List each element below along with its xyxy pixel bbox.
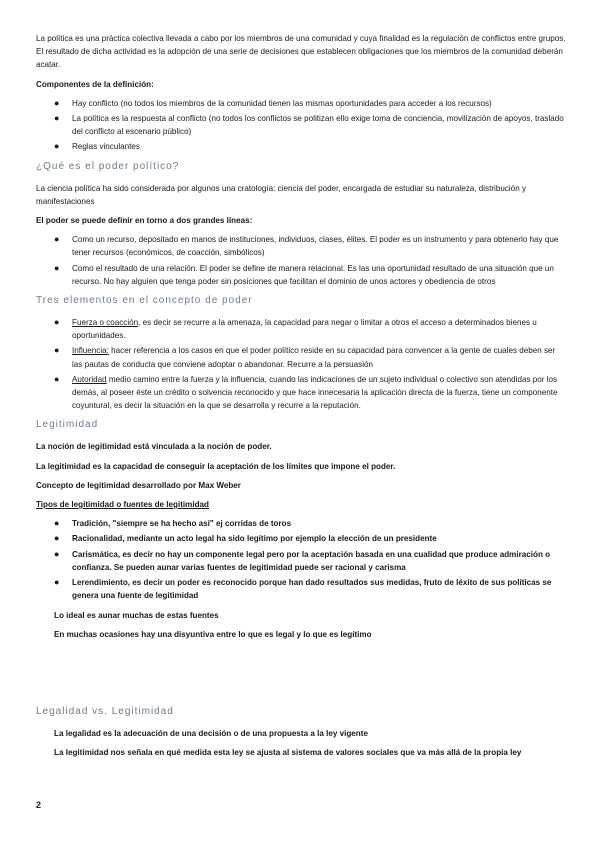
bullet-icon: ●	[54, 373, 60, 384]
section-heading-tres-elementos: Tres elementos en el concepto de poder	[36, 295, 253, 307]
list-item: ● Como el resultado de una relación. El poder se define de manera relacional. Es las una oportunidad resultado de una situación que un recurso. No hay alguien que tenga poder sin posiciones que facilitan el dominio de unos actores y obediencia de otros	[54, 262, 554, 286]
bullet-icon: ●	[54, 533, 60, 544]
list-item: ● Carismática, es decir no hay un componente legal pero por la aceptación basada en una cualidad que produce admiración o confianza. Se pueden aunar varias fuentes de legitimidad puede ser racional y carisma	[54, 548, 551, 572]
list-item: ● Como un recurso, depositado en manos de instituciones, individuos, clases, élites. El poder es un instrumento y para obtenerlo hay que tener recursos (económicos, de coacción, simbólicos)	[54, 234, 559, 258]
section-heading-legalidad: Legalidad vs. Legitimidad	[36, 705, 174, 717]
list-item: ● Racionalidad, mediante un acto legal ha sido legítimo por ejemplo la elección de un presidente	[36, 532, 566, 545]
section-heading-legitimidad: Legitimidad	[36, 419, 99, 431]
list-item: ● Reglas vinculantes	[36, 140, 566, 153]
bullet-icon: ●	[54, 234, 60, 245]
componentes-list	[36, 97, 566, 154]
componentes-heading: Componentes de la definición:	[36, 79, 154, 89]
legitimidad-line-2: La legitimidad es la capacidad de conseguir la aceptación de los límites que impone el poder.	[36, 461, 396, 471]
tipos-list	[36, 517, 566, 602]
bullet-icon: ●	[54, 317, 60, 328]
legitimidad-line-1: La noción de legitimidad está vinculada a la noción de poder.	[36, 442, 272, 452]
bullet-icon: ●	[54, 577, 60, 588]
document-body	[36, 32, 566, 765]
ciencia-paragraph: La ciencia política ha sido considerada por algunos una cratología: ciencia del poder, encargada de estudiar su naturaleza, distribución y manifestaciones	[36, 183, 526, 206]
bullet-icon: ●	[54, 262, 60, 273]
lineas-heading: El poder se puede definir en torno a dos grandes líneas:	[36, 216, 253, 226]
page-number: 2	[36, 800, 42, 810]
tipos-heading: Tipos de legitimidad o fuentes de legitimidad	[36, 500, 209, 510]
bullet-icon: ●	[54, 345, 60, 356]
disyuntiva-paragraph: En muchas ocasiones hay una disyuntiva entre lo que es legal y lo que es legítimo	[54, 629, 372, 639]
section-heading-que-es: ¿Qué es el poder político?	[36, 160, 180, 172]
bullet-icon: ●	[54, 113, 60, 124]
list-item: ● Influencia: hacer referencia a los casos en que el poder político reside en su capacidad para convencer a la gente de cuales deben ser las pautas de conducta que conviene adoptar o abandonar. Recurre a la persuasión	[54, 345, 556, 369]
spacer	[36, 647, 566, 699]
legalidad-paragraph: La legalidad es la adecuación de una decisión o de una propuesta a la ley vigente	[54, 728, 368, 738]
ideal-paragraph: Lo ideal es aunar muchas de estas fuentes	[54, 610, 219, 620]
list-item: ● Tradición, "siempre se ha hecho así" ej corridas de toros	[36, 517, 566, 530]
elementos-list	[36, 316, 566, 412]
bullet-icon: ●	[54, 141, 60, 152]
list-item: ● Autoridad medio camino entre la fuerza y la influencia, cuando las indicaciones de un sujeto individual o colectivo son atendidas por los demás, al poseer éste un crédito o solvencia reconocido y que hace innecesaria la aplicación directa de la fuerza, tiene un componente coyuntural, es decir la situación en la que se desarrolla y recurre a la reputación.	[54, 373, 558, 411]
legitimidad-line-3: Concepto de legitimidad desarrollado por Max Weber	[36, 480, 241, 490]
bullet-icon: ●	[54, 548, 60, 559]
bullet-icon: ●	[54, 518, 60, 529]
list-item: ● Fuerza o coacción, es decir se recurre a la amenaza, la capacidad para negar o limitar a otros el acceso a determinados bienes u oportunidades.	[54, 317, 537, 341]
intro-paragraph: La política es una práctica colectiva llevada a cabo por los miembros de una comunidad y cuya finalidad es la regulación de conflictos entre grupos. El resultado de dicha actividad es la adopción de una serie de decisiones que establecen obligaciones que los miembros de la comunidad deberán acatar.	[36, 34, 566, 70]
term-autoridad: Autoridad	[72, 374, 107, 384]
term-influencia: Influencia:	[72, 346, 109, 356]
term-fuerza: Fuerza o coacción	[72, 318, 139, 328]
legitimidad-definition: La legitimidad nos señala en qué medida esta ley se ajusta al sistema de valores sociales que va más allá de la propia ley	[54, 748, 522, 758]
list-item: ● Lerendimiento, es decir un poder es reconocido porque han dado resultados sus medidas, fruto de léxito de sus políticas se genera una fuente de legitimidad	[54, 577, 552, 601]
list-item: ● Hay conflicto (no todos los miembros de la comunidad tienen las mismas oportunidades para acceder a los recursos)	[36, 97, 566, 110]
lineas-list	[36, 233, 566, 288]
list-item: ● La política es la respuesta al conflicto (no todos los conflictos se politizan ello exige toma de conciencia, movilización de apoyos, traslado del conflicto al escenario público)	[54, 113, 564, 137]
bullet-icon: ●	[54, 97, 60, 108]
